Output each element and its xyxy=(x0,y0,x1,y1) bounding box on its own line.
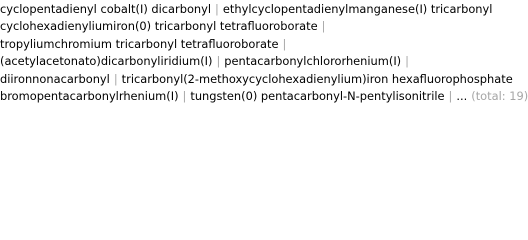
separator: | xyxy=(182,89,187,104)
list-item: tricarbonyl(2-methoxycyclohexadienylium)iron hexafluorophosphate xyxy=(121,71,513,86)
list-item: pentacarbonylchlororhenium(I) xyxy=(224,54,402,69)
list-item: ethylcyclopentadienylmanganese(I) tricarbonyl xyxy=(222,2,493,16)
separator: | xyxy=(216,54,221,69)
separator: | xyxy=(282,36,287,51)
separator: | xyxy=(113,71,118,86)
list-item: diironnonacarbonyl xyxy=(0,71,110,86)
list-item: tropyliumchromium tricarbonyl tetrafluoroborate xyxy=(0,36,279,51)
total-count: (total: 19) xyxy=(471,89,528,104)
list-item: bromopentacarbonylrhenium(I) xyxy=(0,89,179,104)
separator: | xyxy=(448,89,453,104)
more-ellipsis: ... xyxy=(456,89,468,104)
list-item: cyclopentadienyl cobalt(I) dicarbonyl xyxy=(0,2,212,16)
result-line xyxy=(0,71,513,88)
result-line xyxy=(0,18,498,35)
list-item: cyclohexadienyliumiron(0) tricarbonyl tetrafluoroborate xyxy=(0,19,318,34)
list-item: tungsten(0) pentacarbonyl-N-pentylisonitrile xyxy=(190,89,445,104)
result-line xyxy=(0,53,498,70)
separator: | xyxy=(321,19,326,34)
separator: | xyxy=(215,2,219,16)
result-line xyxy=(0,88,528,105)
compound-result-list xyxy=(0,1,528,105)
result-line xyxy=(0,36,498,53)
list-item: (acetylacetonato)dicarbonyliridium(I) xyxy=(0,54,213,69)
result-line xyxy=(0,1,498,18)
separator: | xyxy=(405,54,409,69)
